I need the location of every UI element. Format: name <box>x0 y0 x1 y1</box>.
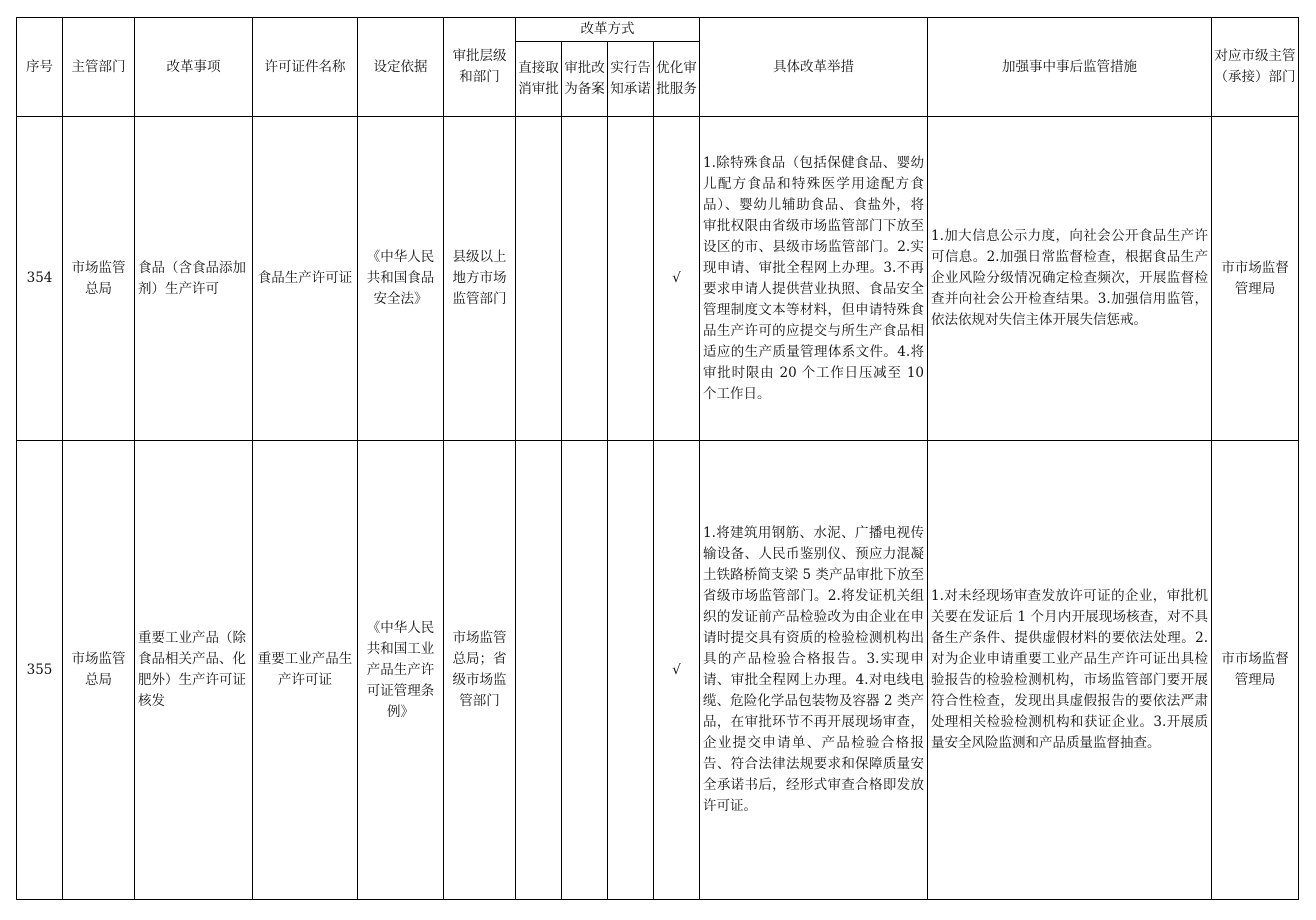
row-license: 重要工业产品生产许可证 <box>253 441 358 900</box>
row-method-cancel <box>516 441 562 900</box>
header-license: 许可证件名称 <box>253 18 358 117</box>
header-method-notice: 实行告知承诺 <box>608 42 654 117</box>
header-method-cancel: 直接取消审批 <box>516 42 562 117</box>
row-no: 355 <box>17 441 63 900</box>
header-city-dept: 对应市级主管（承接）部门 <box>1212 18 1299 117</box>
row-dept: 市场监管总局 <box>63 441 135 900</box>
row-no: 354 <box>17 117 63 441</box>
header-dept: 主管部门 <box>63 18 135 117</box>
row-supervision: 1.对未经现场审查发放许可证的企业，审批机关要在发证后 1 个月内开展现场核查，对不具备生产条件、提供虚假材料的要依法处理。2.对为企业申请重要工业产品生产许可证出具检验报告的检验检测机构，市场监管部门要开展符合性检查，发现出具虚假报告的要依法严肃处理相关检验检测机构和获证企业。3.开展质量安全风险监测和产品质量监督抽查。 <box>928 441 1212 900</box>
header-basis: 设定依据 <box>358 18 444 117</box>
row-level: 县级以上地方市场监管部门 <box>444 117 516 441</box>
row-item: 重要工业产品（除食品相关产品、化肥外）生产许可证核发 <box>135 441 253 900</box>
table-row <box>17 117 1299 441</box>
row-basis: 《中华人民共和国工业产品生产许可证管理条例》 <box>358 441 444 900</box>
row-city-dept: 市市场监督管理局 <box>1212 441 1299 900</box>
row-basis: 《中华人民共和国食品安全法》 <box>358 117 444 441</box>
header-method-group: 改革方式 <box>516 18 700 42</box>
row-method-optimize: √ <box>654 441 700 900</box>
row-level: 市场监管总局；省级市场监管部门 <box>444 441 516 900</box>
reform-table <box>16 17 1299 900</box>
row-measures: 1.将建筑用钢筋、水泥、广播电视传输设备、人民币鉴别仪、预应力混凝土铁路桥简支梁 5 类产品审批下放至省级市场监管部门。2.将发证机关组织的发证前产品检验改为由企业在申请时提交具有资质的检验检测机构出具的产品检验合格报告。3.实现申请、审批全程网上办理。4.对电线电缆、危险化学品包装物及容器 2 类产品，在审批环节不再开展现场审查，企业提交申请单、产品检验合格报告、符合法律法规要求和保障质量安全承诺书后，经形式审查合格即发放许可证。 <box>700 441 928 900</box>
row-license: 食品生产许可证 <box>253 117 358 441</box>
row-method-cancel <box>516 117 562 441</box>
header-method-filing: 审批改为备案 <box>562 42 608 117</box>
row-method-optimize: √ <box>654 117 700 441</box>
table-row <box>17 441 1299 900</box>
header-measures: 具体改革举措 <box>700 18 928 117</box>
row-method-notice <box>608 441 654 900</box>
header-level: 审批层级和部门 <box>444 18 516 117</box>
document-page <box>16 17 1299 900</box>
header-item: 改革事项 <box>135 18 253 117</box>
row-city-dept: 市市场监督管理局 <box>1212 117 1299 441</box>
header-supervision: 加强事中事后监管措施 <box>928 18 1212 117</box>
row-dept: 市场监管总局 <box>63 117 135 441</box>
row-supervision: 1.加大信息公示力度，向社会公开食品生产许可信息。2.加强日常监督检查，根据食品生产企业风险分级情况确定检查频次，开展监督检查并向社会公开检查结果。3.加强信用监管，依法依规对失信主体开展失信惩戒。 <box>928 117 1212 441</box>
row-method-filing <box>562 117 608 441</box>
header-no: 序号 <box>17 18 63 117</box>
row-measures: 1.除特殊食品（包括保健食品、婴幼儿配方食品和特殊医学用途配方食品）、婴幼儿辅助食品、食盐外，将审批权限由省级市场监管部门下放至设区的市、县级市场监管部门。2.实现申请、审批全程网上办理。3.不再要求申请人提供营业执照、食品安全管理制度文本等材料，但申请特殊食品生产许可的应提交与所生产食品相适应的生产质量管理体系文件。4.将审批时限由 20 个工作日压减至 10 个工作日。 <box>700 117 928 441</box>
row-method-notice <box>608 117 654 441</box>
row-method-filing <box>562 441 608 900</box>
header-method-optimize: 优化审批服务 <box>654 42 700 117</box>
row-item: 食品（含食品添加剂）生产许可 <box>135 117 253 441</box>
